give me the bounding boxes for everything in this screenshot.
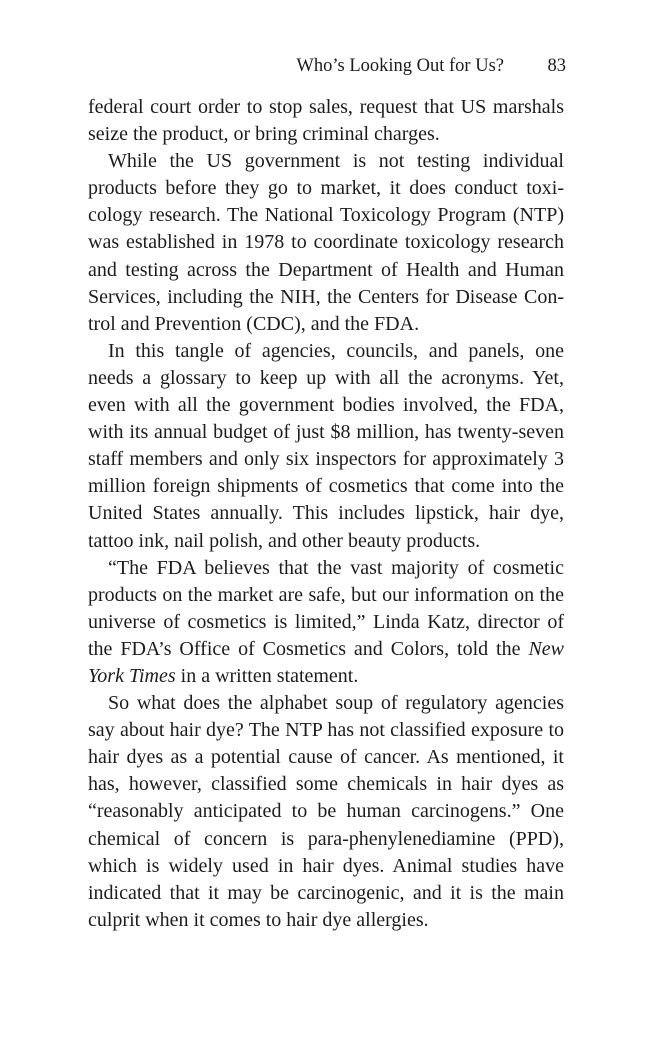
running-head <box>88 52 566 80</box>
paragraph-text: “The FDA believes that the vast majority of cosmetic products on the market are safe, but our information on the universe of cosmetics is limited,” Linda Katz, director of the FDA’s Office of Cosmetics and Colors, told the <box>88 556 564 660</box>
paragraph: While the US government is not testing individual products before they go to market, it does conduct toxicology research. The National Toxicology Program (NTP) was established in 1978 to coordinate toxicology research and testing across the Department of Health and Human Services, including the NIH, the Centers for Disease Control and Prevention (CDC), and the FDA. <box>88 150 564 335</box>
paragraph: So what does the alphabet soup of regulatory agencies say about hair dye? The NTP has not classified exposure to hair dyes as a potential cause of cancer. As mentioned, it has, however, classified some chemicals in hair dyes as “reasonably anticipated to be human carcinogens.” One chemical of concern is para-phenylenediamine (PPD), which is widely used in hair dyes. Animal studies have indicated that it may be carcinogenic, and it is the main culprit when it comes to hair dye allergies. <box>88 692 564 931</box>
page-number: 83 <box>547 56 566 76</box>
body-text <box>88 94 564 934</box>
paragraph-text: in a written statement. <box>175 664 359 687</box>
paragraph <box>88 555 564 690</box>
paragraph: federal court order to stop sales, request that US marshals seize the product, or bring criminal charges. <box>88 96 564 146</box>
publication-title: New York Times <box>88 637 564 687</box>
running-head-title: Who’s Looking Out for Us? <box>296 56 504 76</box>
paragraph: In this tangle of agencies, councils, and panels, one needs a glossary to keep up with all the acronyms. Yet, even with all the government bodies involved, the FDA, with its annual budget of just $8 million, has twenty-seven staff members and only six inspectors for approximately 3 million foreign shipments of cosmetics that come into the United States annually. This includes lipstick, hair dye, tattoo ink, nail polish, and other beauty products. <box>88 339 564 552</box>
